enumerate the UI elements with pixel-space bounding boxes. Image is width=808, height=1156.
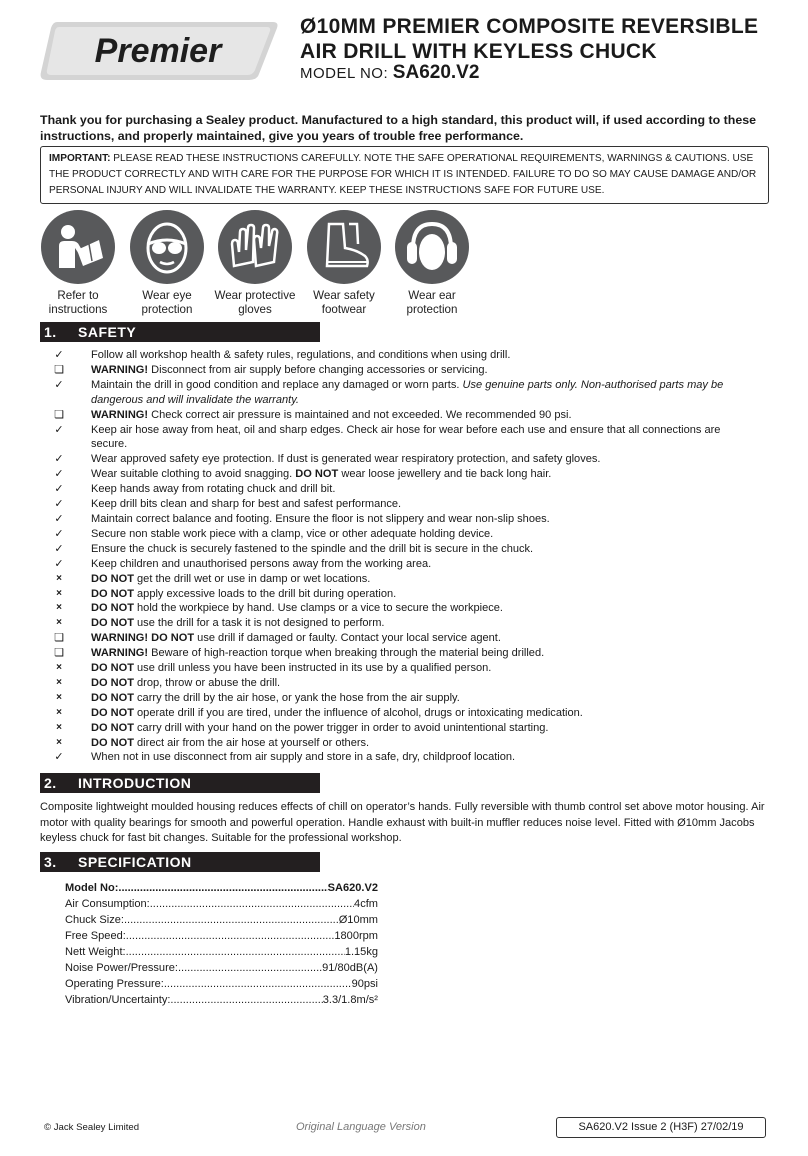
cross-mark-icon: × <box>56 602 62 614</box>
section-header-specification: 3. SPECIFICATION <box>40 852 320 872</box>
box-mark-icon: ❏ <box>54 363 64 376</box>
spec-row: Operating Pressure: ..... 90psi <box>65 976 378 992</box>
box-mark-icon: ❏ <box>54 632 64 645</box>
important-notice: IMPORTANT: PLEASE READ THESE INSTRUCTIONS CAREFULLY. NOTE THE SAFE OPERATIONAL REQUIREMENTS, WARNINGS & CAUTIONS. USE THE PRODUCT CORRECTLY AND WITH CARE FOR THE PURPOSE FOR WHICH IT IS INTENDED. FAILURE TO DO SO MAY CAUSE DAMAGE AND/OR PERSONAL INJURY AND WILL INVALIDATE THE WARRANTY. KEEP THESE INSTRUCTIONS SAFE FOR FUTURE USE. <box>40 146 769 204</box>
icon-item: Wear ear protection <box>387 210 477 317</box>
read-instructions-icon <box>41 210 115 284</box>
icon-item: Wear protective gloves <box>210 210 300 317</box>
safety-item: ✓ Maintain correct balance and footing. Ensure the floor is not slippery and wear non-slip shoes. <box>52 512 752 527</box>
check-mark-icon: ✓ <box>54 542 64 555</box>
check-mark-icon: ✓ <box>54 527 64 540</box>
check-mark-icon: ✓ <box>54 751 64 764</box>
footer-copyright: © Jack Sealey Limited <box>44 1122 140 1133</box>
safety-item: × DO NOT direct air from the air hose at yourself or others. <box>52 736 752 751</box>
safety-item: × DO NOT use the drill for a task it is not designed to perform. <box>52 616 752 631</box>
safety-item: ✓ Ensure the chuck is securely fastened to the spindle and the drill bit is secure in the chuck. <box>52 542 752 557</box>
eye-protection-icon <box>130 210 204 284</box>
model-number: MODEL NO: SA620.V2 <box>300 62 480 83</box>
ear-protection-icon <box>395 210 469 284</box>
safety-item: × DO NOT carry drill with your hand on the power trigger in order to avoid unintentional starting. <box>52 721 752 736</box>
section-header-safety: 1. SAFETY <box>40 322 320 342</box>
cross-mark-icon: × <box>56 572 62 584</box>
thank-you-text: Thank you for purchasing a Sealey product. Manufactured to a high standard, this product will, if used according to these instructions, and properly maintained, give you years of trouble free performance. <box>40 113 756 143</box>
box-mark-icon: ❏ <box>54 408 64 421</box>
cross-mark-icon: × <box>56 587 62 599</box>
safety-footwear-icon <box>307 210 381 284</box>
safety-item: ✓ Wear suitable clothing to avoid snagging. DO NOT wear loose jewellery and tie back long hair. <box>52 467 752 482</box>
cross-mark-icon: × <box>56 662 62 674</box>
safety-item: ❏ WARNING! DO NOT use drill if damaged or faulty. Contact your local service agent. <box>52 631 752 646</box>
safety-item: × DO NOT use drill unless you have been instructed in its use by a qualified person. <box>52 661 752 676</box>
safety-list <box>52 348 752 765</box>
logo-text: Premier <box>94 32 222 70</box>
check-mark-icon: ✓ <box>54 423 64 436</box>
safety-item: ✓ Maintain the drill in good condition and replace any damaged or worn parts. Use genuine parts only. Non-authorised parts may be dangerous and will invalidate the warranty. <box>52 378 752 408</box>
icon-item: Refer to instructions <box>33 210 123 317</box>
check-mark-icon: ✓ <box>54 453 64 466</box>
premier-logo <box>37 18 279 82</box>
check-mark-icon: ✓ <box>54 378 64 391</box>
spec-row: Air Consumption: ..... 4cfm <box>65 896 378 912</box>
spec-row: Chuck Size: ..... Ø10mm <box>65 912 378 928</box>
safety-item: ✓ Keep children and unauthorised persons away from the working area. <box>52 557 752 572</box>
safety-item: ✓ Keep hands away from rotating chuck and drill bit. <box>52 482 752 497</box>
cross-mark-icon: × <box>56 691 62 703</box>
safety-item: ❏ WARNING! Disconnect from air supply before changing accessories or servicing. <box>52 363 752 378</box>
icon-item: Wear safety footwear <box>299 210 389 317</box>
check-mark-icon: ✓ <box>54 557 64 570</box>
spec-row: Free Speed: ..... 1800rpm <box>65 928 378 944</box>
check-mark-icon: ✓ <box>54 349 64 361</box>
spec-row: Model No: ..... SA620.V2 <box>65 880 378 896</box>
safety-item: ✓ Keep drill bits clean and sharp for best and safest performance. <box>52 497 752 512</box>
safety-item: ✓ Follow all workshop health & safety rules, regulations, and conditions when using drill. <box>52 348 752 363</box>
safety-item: × DO NOT hold the workpiece by hand. Use clamps or a vice to secure the workpiece. <box>52 601 752 616</box>
cross-mark-icon: × <box>56 706 62 718</box>
footer-issue: SA620.V2 Issue 2 (H3F) 27/02/19 <box>556 1117 766 1138</box>
safety-item: × DO NOT carry the drill by the air hose, or yank the hose from the air supply. <box>52 691 752 706</box>
safety-item: × DO NOT apply excessive loads to the drill bit during operation. <box>52 587 752 602</box>
cross-mark-icon: × <box>56 736 62 748</box>
cross-mark-icon: × <box>56 721 62 733</box>
safety-item: ❏ WARNING! Check correct air pressure is maintained and not exceeded. We recommended 90 psi. <box>52 408 752 423</box>
introduction-text: Composite lightweight moulded housing reduces effects of chill on operator’s hands. Fully reversible with thumb control set above motor housing. Air motor with quality bearings for smooth and powerful operation. Handle exhaust with built-in muffler reduces noise level. Fitted with Ø10mm Jacobs keyless chuck for fast bit changes. Suitable for the professional workshop. <box>40 801 765 844</box>
spec-row: Noise Power/Pressure: ..... 91/80dB(A) <box>65 960 378 976</box>
safety-item: × DO NOT get the drill wet or use in damp or wet locations. <box>52 572 752 587</box>
check-mark-icon: ✓ <box>54 468 64 481</box>
safety-item: ✓ When not in use disconnect from air supply and store in a safe, dry, childproof location. <box>52 750 752 765</box>
cross-mark-icon: × <box>56 617 62 629</box>
specification-table <box>65 880 378 1008</box>
safety-item: ❏ WARNING! Beware of high-reaction torque when breaking through the material being drilled. <box>52 646 752 661</box>
spec-row: Vibration/Uncertainty: ..... 3.3/1.8m/s² <box>65 992 378 1008</box>
section-header-introduction: 2. INTRODUCTION <box>40 773 320 793</box>
safety-item: ✓ Secure non stable work piece with a clamp, vice or other adequate holding device. <box>52 527 752 542</box>
check-mark-icon: ✓ <box>54 498 64 511</box>
safety-item: × DO NOT drop, throw or abuse the drill. <box>52 676 752 691</box>
safety-item: ✓ Wear approved safety eye protection. If dust is generated wear respiratory protection, and safety gloves. <box>52 452 752 467</box>
box-mark-icon: ❏ <box>54 647 64 660</box>
footer-language: Original Language Version <box>296 1121 426 1133</box>
check-mark-icon: ✓ <box>54 483 64 496</box>
cross-mark-icon: × <box>56 676 62 688</box>
icon-item: Wear eye protection <box>122 210 212 317</box>
product-title: Ø10MM PREMIER COMPOSITE REVERSIBLE AIR DRILL WITH KEYLESS CHUCK <box>300 15 759 63</box>
gloves-icon <box>218 210 292 284</box>
check-mark-icon: ✓ <box>54 512 64 525</box>
spec-row: Nett Weight: ..... 1.15kg <box>65 944 378 960</box>
safety-item: × DO NOT operate drill if you are tired, under the influence of alcohol, drugs or intoxicating medication. <box>52 706 752 721</box>
safety-item: ✓ Keep air hose away from heat, oil and sharp edges. Check air hose for wear before each use and ensure that all connections are secure. <box>52 423 752 453</box>
